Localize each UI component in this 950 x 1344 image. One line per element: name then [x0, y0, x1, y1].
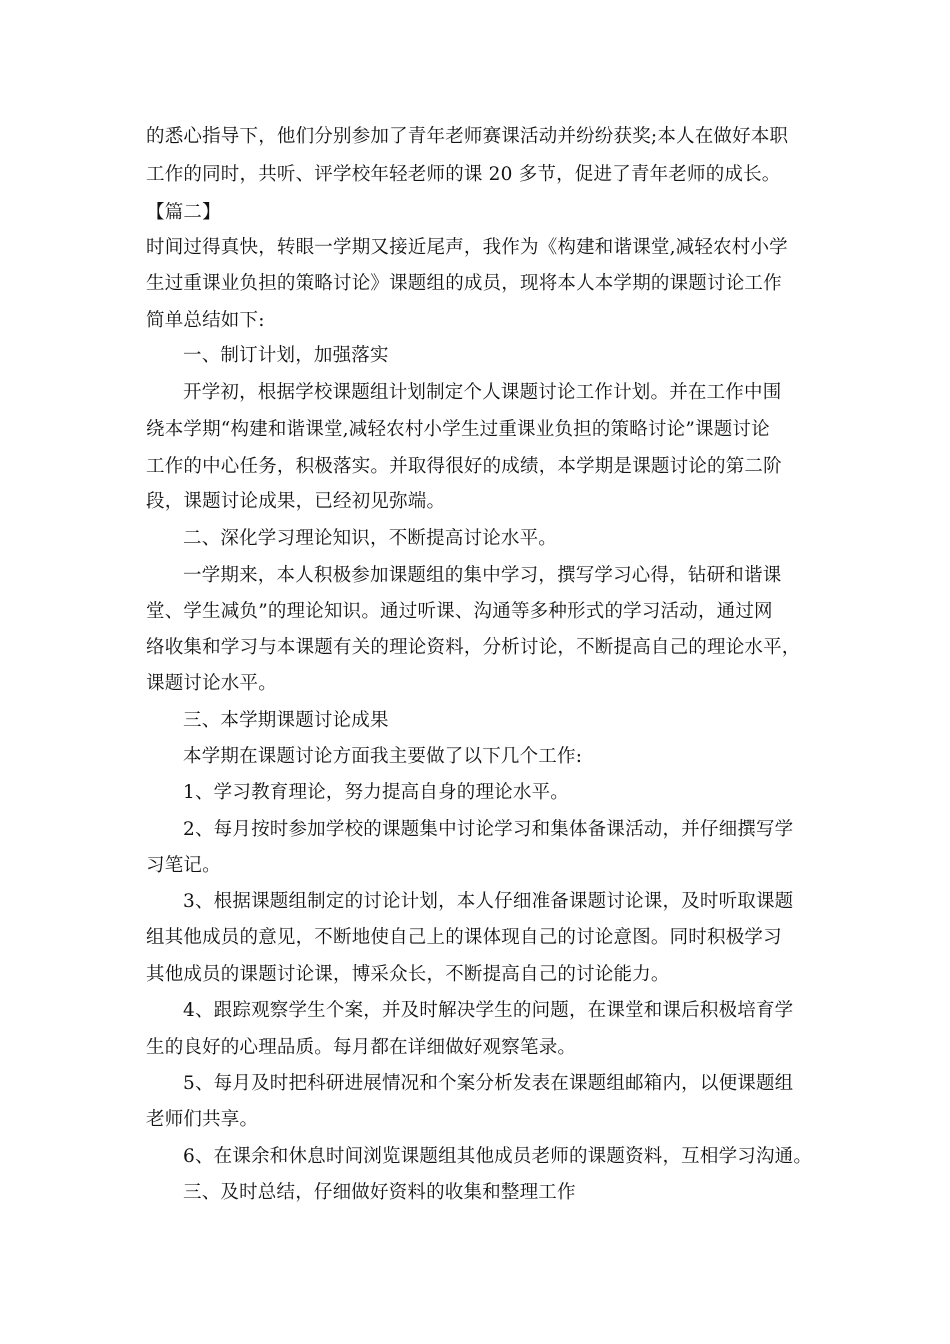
text-line: 其他成员的课题讨论课，博采众长，不断提高自己的讨论能力。 [146, 964, 670, 985]
text-line: 开学初，根据学校课题组计划制定个人课题讨论工作计划。并在工作中围 [183, 382, 782, 403]
text-line: 3、根据课题组制定的讨论计划，本人仔细准备课题讨论课，及时听取课题 [183, 891, 794, 912]
text-line: 一学期来，本人积极参加课题组的集中学习，撰写学习心得，钻研和谐课 [183, 565, 782, 586]
text-line: 课题讨论水平。 [146, 673, 277, 694]
text-line: 生的良好的心理品质。每月都在详细做好观察笔录。 [146, 1037, 577, 1058]
text-line: 习笔记。 [146, 855, 221, 876]
text-line: 1、学习教育理论，努力提高自身的理论水平。 [183, 782, 569, 803]
text-line: 时间过得真快，转眼一学期又接近尾声，我作为《构建和谐课堂,减轻农村小学 [146, 237, 788, 258]
text-line: 老师们共享。 [146, 1109, 259, 1130]
text-line: 2、每月按时参加学校的课题集中讨论学习和集体备课活动，并仔细撰写学 [183, 819, 794, 840]
text-line: 段，课题讨论成果，已经初见弥端。 [146, 491, 446, 512]
text-line: 组其他成员的意见，不断地使自己上的课体现自己的讨论意图。同时积极学习 [146, 927, 782, 948]
text-line: 的悉心指导下，他们分别参加了青年老师赛课活动并纷纷获奖;本人在做好本职 [146, 126, 789, 147]
text-line: 工作的同时，共听、评学校年轻老师的课 20 多节，促进了青年老师的成长。 [146, 164, 781, 185]
text-line: 络收集和学习与本课题有关的理论资料，分析讨论，不断提高自己的理论水平， [146, 637, 801, 658]
text-line: 生过重课业负担的策略讨论》课题组的成员，现将本人本学期的课题讨论工作 [146, 273, 782, 294]
text-line: 简单总结如下: [146, 310, 265, 331]
subheading: 三、本学期课题讨论成果 [183, 710, 389, 731]
subheading: 三、及时总结，仔细做好资料的收集和整理工作 [183, 1182, 576, 1203]
text-line: 堂、学生减负”的理论知识。通过听课、沟通等多种形式的学习活动，通过网 [146, 601, 773, 622]
subheading: 一、制订计划，加强落实 [183, 345, 389, 366]
text-line: 4、跟踪观察学生个案，并及时解决学生的问题，在课堂和课后积极培育学 [183, 1000, 794, 1021]
text-line: 绕本学期“构建和谐课堂,减轻农村小学生过重课业负担的策略讨论”课题讨论 [146, 419, 770, 440]
section-heading: 【篇二】 [146, 202, 221, 223]
text-line: 工作的中心任务，积极落实。并取得很好的成绩，本学期是课题讨论的第二阶 [146, 456, 782, 477]
text-line: 本学期在课题讨论方面我主要做了以下几个工作: [183, 746, 583, 767]
subheading: 二、深化学习理论知识，不断提高讨论水平。 [183, 528, 558, 549]
text-line: 5、每月及时把科研进展情况和个案分析发表在课题组邮箱内，以便课题组 [183, 1073, 794, 1094]
text-line: 6、在课余和休息时间浏览课题组其他成员老师的课题资料，互相学习沟通。 [183, 1146, 813, 1167]
